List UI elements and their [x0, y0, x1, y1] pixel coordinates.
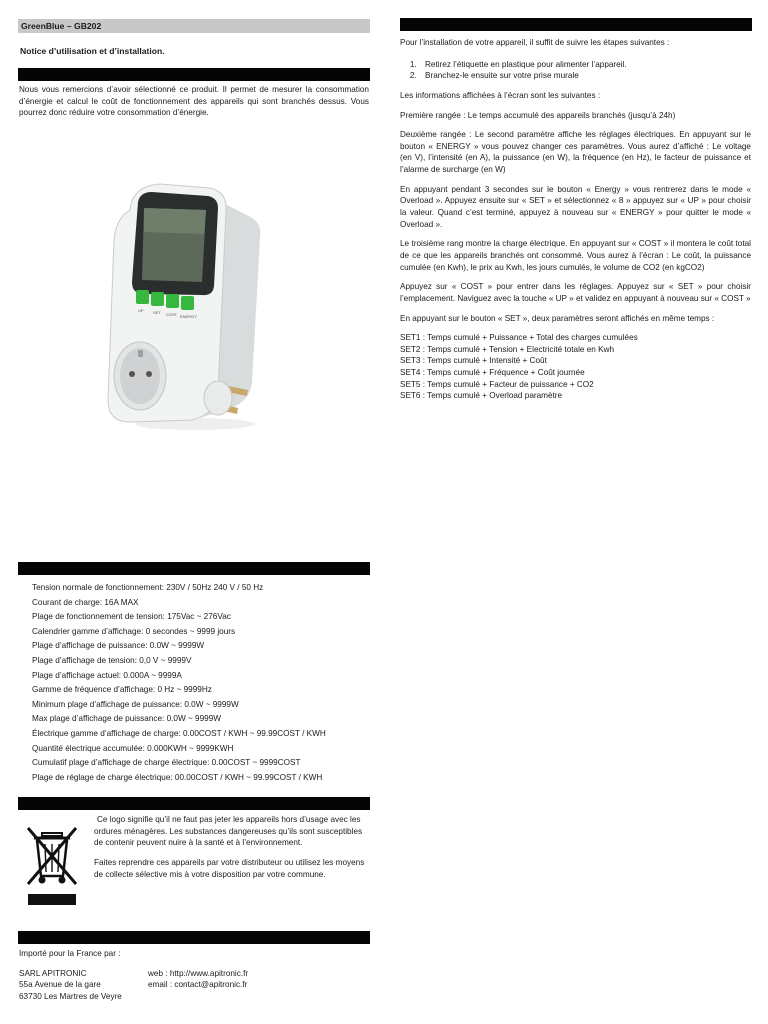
up-button-icon	[136, 290, 149, 304]
set-button-paragraph: En appuyant sur le bouton « SET », deux paramètres seront affichés en même temps :	[400, 313, 715, 323]
svg-text:SET: SET	[153, 310, 161, 315]
company-street: 55a Avenue de la gare	[19, 980, 101, 990]
spec-item: Max plage d’affichage de puissance: 0.0W ~ 9999W	[32, 714, 221, 724]
spec-item: Quantité électrique accumulée: 0.000KWH ~ 9999KWH	[32, 743, 234, 753]
spec-item: Gamme de fréquence d’affichage: 0 Hz ~ 9999Hz	[32, 685, 212, 695]
cost-settings-paragraph: Appuyez sur « COST » pour entrer dans les réglages. Appuyez sur « SET » pour choisir l’emplacement. Naviguez avec la touche « UP » et validez en appuyant à nouveau sur « COST »	[400, 282, 751, 303]
spec-item: Plage d’affichage de puissance: 0.0W ~ 9999W	[32, 641, 205, 651]
specs-list	[32, 581, 370, 785]
weee-bin-icon	[24, 824, 80, 908]
svg-text:UP: UP	[138, 308, 144, 313]
spec-item: Minimum plage d’affichage de puissance: 0.0W ~ 9999W	[32, 699, 239, 709]
spec-item: Courant de charge: 16A MAX	[32, 597, 139, 607]
set-mode-item: SET1 : Temps cumulé + Puissance + Total des charges cumulées	[400, 333, 638, 343]
importer-label: Importé pour la France par :	[19, 949, 121, 958]
spec-item: Électrique gamme d’affichage de charge: 0.00COST / KWH ~ 99.99COST / KWH	[32, 728, 326, 738]
spec-item: Calendrier gamme d’affichage: 0 secondes ~ 9999 jours	[32, 626, 236, 636]
energy-button-icon	[181, 296, 194, 310]
overload-paragraph: En appuyant pendant 3 secondes sur le bouton « Energy » vous rentrerez dans le mode « Overload ». Appuyez ensuite sur « SET » et sélectionnez « 8 » appuyez sur « UP » pour choisir la valeur. Quand c’est terminé, appuyez à nouveau sur « ENERGY » pour quitter le mode « Overload ».	[400, 184, 751, 229]
company-city: 63730 Les Martres de Veyre	[19, 991, 122, 1001]
section-bar-intro	[18, 68, 370, 81]
section-bar-recycling	[18, 797, 370, 810]
recycling-paragraph-1: Ce logo signifie qu’il ne faut pas jeter les appareils hors d’usage avec les ordures ménagères. Les substances dangereuses qu’ils sont susceptibles de contenir peuvent nuire à la santé et à l’environnement.	[94, 815, 363, 848]
set-mode-item: SET2 : Temps cumulé + Tension + Electricité totale en Kwh	[400, 344, 615, 354]
importer-block	[19, 948, 369, 1003]
install-intro: Pour l’installation de votre appareil, il suffit de suivre les étapes suivantes :	[400, 38, 670, 47]
set-mode-item: SET3 : Temps cumulé + Intensité + Coût	[400, 356, 547, 366]
intro-paragraph: Nous vous remercions d’avoir sélectionné ce produit. Il permet de mesurer la consommation d’énergie et calcul le coût de fonctionnement des appareils qui sont branchés dessus. Vous pourrez donc réduire votre consommation d’énergie.	[19, 85, 369, 118]
display-info-intro: Les informations affichées à l’écran sont les suivantes :	[400, 90, 601, 100]
cost-button-icon	[166, 294, 179, 308]
recycling-paragraph-2: Faites reprendre ces appareils par votre distributeur ou utilisez les moyens de collecte sélective mis à votre disposition par votre commune.	[94, 857, 365, 879]
section-bar-installation	[400, 18, 752, 31]
svg-text:ENERGY: ENERGY	[180, 314, 197, 319]
document-subtitle: Notice d’utilisation et d’installation.	[20, 46, 165, 56]
spec-item: Plage d’affichage actuel: 0.000A ~ 9999A	[32, 670, 182, 680]
section-bar-importer	[18, 931, 370, 944]
set-mode-item: SET6 : Temps cumulé + Overload paramètre	[400, 391, 563, 401]
third-row-paragraph: Le troisième rang montre la charge électrique. En appuyant sur « COST » il montera le coût total de ce que les appareils branchés ont consommé. Vous aurez à l’écran : Le coût, la puissance cumulée (en Kwh), le prix au Kwh, les jours cumulés, le volume de CO2 (en kgCO2)	[400, 239, 751, 272]
set-mode-item: SET5 : Temps cumulé + Facteur de puissance + CO2	[400, 379, 594, 389]
product-title: GreenBlue – GB202	[21, 21, 102, 31]
install-steps	[400, 59, 751, 82]
spec-item: Cumulatif plage d’affichage de charge électrique: 0.00COST ~ 9999COST	[32, 758, 301, 768]
spec-item: Plage d’affichage de tension: 0,0 V ~ 9999V	[32, 655, 192, 665]
section-bar-specs	[18, 562, 370, 575]
company-email: email : contact@apitronic.fr	[148, 980, 248, 990]
second-row-paragraph: Deuxième rangée : Le second paramètre affiche les réglages électriques. En appuyant sur le bouton « ENERGY » vous pouvez changer ces paramètres. Vous aurez d’affiché : Le voltage (en V), l’intensité (en A), la puissance (en W), la fréquence (en Hz), le facteur de puissance et l’alarme de surcharge (en W)	[400, 130, 751, 175]
installation-section	[400, 37, 751, 402]
install-step: 1. Retirez l’étiquette en plastique pour alimenter l’appareil.	[419, 59, 751, 71]
set-mode-item: SET4 : Temps cumulé + Fréquence + Coût journée	[400, 368, 585, 378]
set-button-icon	[151, 292, 164, 306]
install-step: 2. Branchez-le ensuite sur votre prise murale	[419, 70, 751, 82]
svg-text:COST: COST	[166, 312, 178, 317]
spec-item: Tension normale de fonctionnement: 230V / 50Hz 240 V / 50 Hz	[32, 583, 264, 592]
device-photo	[100, 178, 275, 438]
company-name: SARL APITRONIC	[19, 968, 87, 978]
spec-item: Plage de fonctionnement de tension: 175Vac ~ 276Vac	[32, 612, 231, 622]
power-meter-illustration	[100, 178, 275, 438]
first-row-paragraph: Première rangée : Le temps accumulé des appareils branchés (jusqu’à 24h)	[400, 110, 676, 120]
recycling-notice	[94, 814, 368, 888]
spec-item: Plage de réglage de charge électrique: 00.00COST / KWH ~ 99.99COST / KWH	[32, 772, 323, 782]
set-modes-list	[400, 332, 751, 402]
company-website: web : http://www.apitronic.fr	[148, 968, 249, 978]
